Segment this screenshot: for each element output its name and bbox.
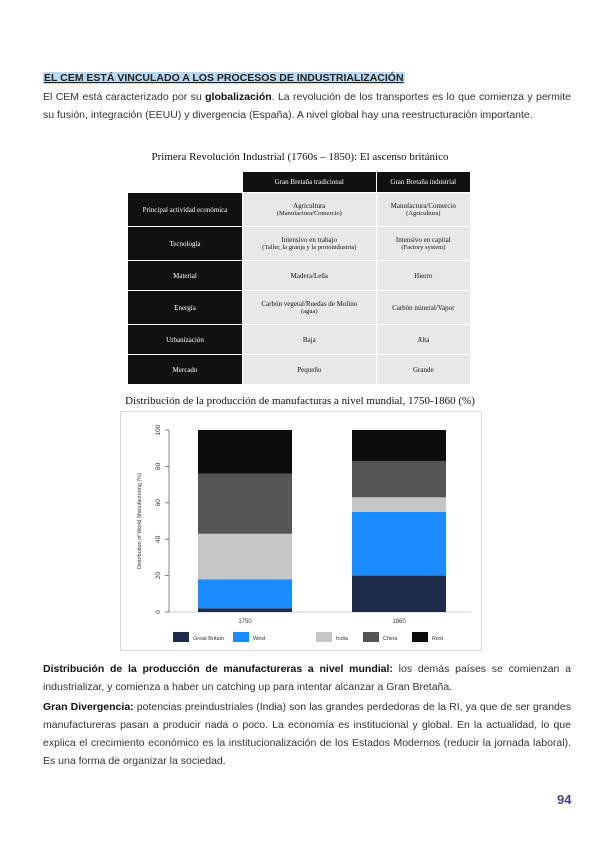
bar-segment-india: [198, 534, 292, 580]
stacked-bar-chart: [121, 412, 481, 650]
row-label: Urbanización: [128, 325, 243, 355]
table-header-row: [128, 172, 471, 193]
column-header-traditional: Gran Bretaña tradicional: [243, 172, 377, 193]
bar-segment-china: [198, 474, 292, 534]
paragraph-text: potencias preindustriales (India) son las grandes perdedoras de la RI, ya que de ser grandes manufactureras pasan a producir nada o poco. La economía es institucional y global. En la actualidad, lo que explica el crecimiento económico es la institucionalización de los Estados Modernos (reducir la jornada laboral). Es una forma de organizar la sociedad.: [43, 701, 571, 767]
intro-text-start: El CEM está caracterizado por su: [43, 91, 206, 103]
paragraph-distribution: [43, 660, 571, 696]
bar-segment-rest: [198, 430, 292, 474]
industrial-revolution-table: [127, 171, 471, 385]
legend-swatch: [412, 632, 428, 642]
legend-label: Great Britain: [193, 636, 224, 642]
row-label: Principal actividad económica: [128, 193, 243, 227]
cell-traditional: [243, 227, 377, 261]
cell-main: Agricultura: [293, 202, 326, 210]
cell-industrial: [376, 227, 470, 261]
table-row: [128, 261, 471, 291]
y-axis-label: Distribution of World Manufacturing (%): [137, 473, 143, 569]
cell-traditional: Madera/Leña: [243, 261, 377, 291]
y-tick-label: 40: [155, 535, 162, 543]
table-row: [128, 355, 471, 385]
legend-swatch: [363, 632, 379, 642]
cell-main: Intensivo en capital: [395, 236, 451, 244]
bar-segment-west: [198, 579, 292, 608]
row-label: Tecnología: [128, 227, 243, 261]
intro-bold-term: globalización: [205, 91, 272, 103]
legend-label: Rest: [432, 636, 444, 642]
bar-segment-china: [352, 461, 446, 497]
table-row: [128, 325, 471, 355]
cell-traditional: Pequeño: [243, 355, 377, 385]
intro-paragraph: [43, 88, 571, 124]
cell-main: Carbón vegetal/Ruedas de Molino: [261, 300, 358, 308]
table-corner: [128, 172, 243, 193]
paragraph-great-divergence: [43, 698, 571, 770]
bar-segment-india: [352, 497, 446, 512]
bar-segment-rest: [352, 430, 446, 461]
y-tick-label: 80: [155, 462, 162, 471]
y-tick-label: 60: [155, 499, 162, 507]
chart-title: Distribución de la producción de manufacturas a nivel mundial, 1750-1860 (%): [125, 395, 475, 407]
cell-sub: (Factory system): [401, 244, 446, 251]
legend-label: West: [253, 636, 266, 642]
x-tick-label: 1860: [392, 619, 406, 625]
legend-swatch: [316, 632, 332, 642]
bar-segment-great-britain: [198, 608, 292, 612]
legend-swatch: [173, 632, 189, 642]
cell-main: Intensivo en trabajo: [281, 236, 338, 244]
y-tick-label: 100: [155, 424, 162, 436]
cell-sub: (Agricultura): [406, 210, 441, 217]
paragraph-bold-term: Distribución de la producción de manufactureras a nivel mundial:: [43, 663, 393, 675]
table-row: [128, 291, 471, 325]
paragraph-bold-term: Gran Divergencia:: [43, 701, 134, 713]
page-number: 94: [557, 792, 572, 807]
y-tick-label: 0: [155, 610, 162, 614]
cell-industrial: Alta: [376, 325, 470, 355]
cell-traditional: [243, 193, 377, 227]
cell-sub: (Manufactura/Comercio): [276, 210, 342, 217]
cell-industrial: Carbón mineral/Vapor: [376, 291, 470, 325]
x-tick-label: 1750: [238, 619, 252, 625]
bar-segment-great-britain: [352, 576, 446, 612]
table-row: [128, 193, 471, 227]
row-label: Material: [128, 261, 243, 291]
manufacturing-chart: [120, 411, 482, 651]
row-label: Energía: [128, 291, 243, 325]
intro-text-end: . La revolución de los transportes es lo que comienza y permite su fusión, integración (EEUU) y divergencia (España). A nivel global hay una reestructuración importante.: [43, 91, 571, 121]
cell-traditional: [243, 291, 377, 325]
legend-label: India: [336, 636, 348, 642]
cell-main: Manufactura/Comercio: [390, 202, 456, 210]
cell-traditional: Baja: [243, 325, 377, 355]
cell-industrial: [376, 193, 470, 227]
legend-swatch: [233, 632, 249, 642]
cell-industrial: Grande: [376, 355, 470, 385]
cell-sub: (agua): [300, 308, 318, 315]
legend-label: China: [383, 636, 398, 642]
cell-sub: (Taller, la granja y la protoindustria): [262, 244, 357, 251]
paragraph-text: los demás países se comienzan a industrializar, y comienza a haber un catching up para intentar alcanzar a Gran Bretaña.: [43, 663, 571, 693]
row-label: Mercado: [128, 355, 243, 385]
column-header-industrial: Gran Bretaña industrial: [376, 172, 470, 193]
bar-segment-west: [352, 512, 446, 576]
section-heading: EL CEM ESTÁ VINCULADO A LOS PROCESOS DE INDUSTRIALIZACIÓN: [44, 72, 404, 84]
y-tick-label: 20: [155, 571, 162, 580]
table-title: Primera Revolución Industrial (1760s – 1850): El ascenso británico: [151, 151, 449, 163]
cell-industrial: Hierro: [376, 261, 470, 291]
table-row: [128, 227, 471, 261]
